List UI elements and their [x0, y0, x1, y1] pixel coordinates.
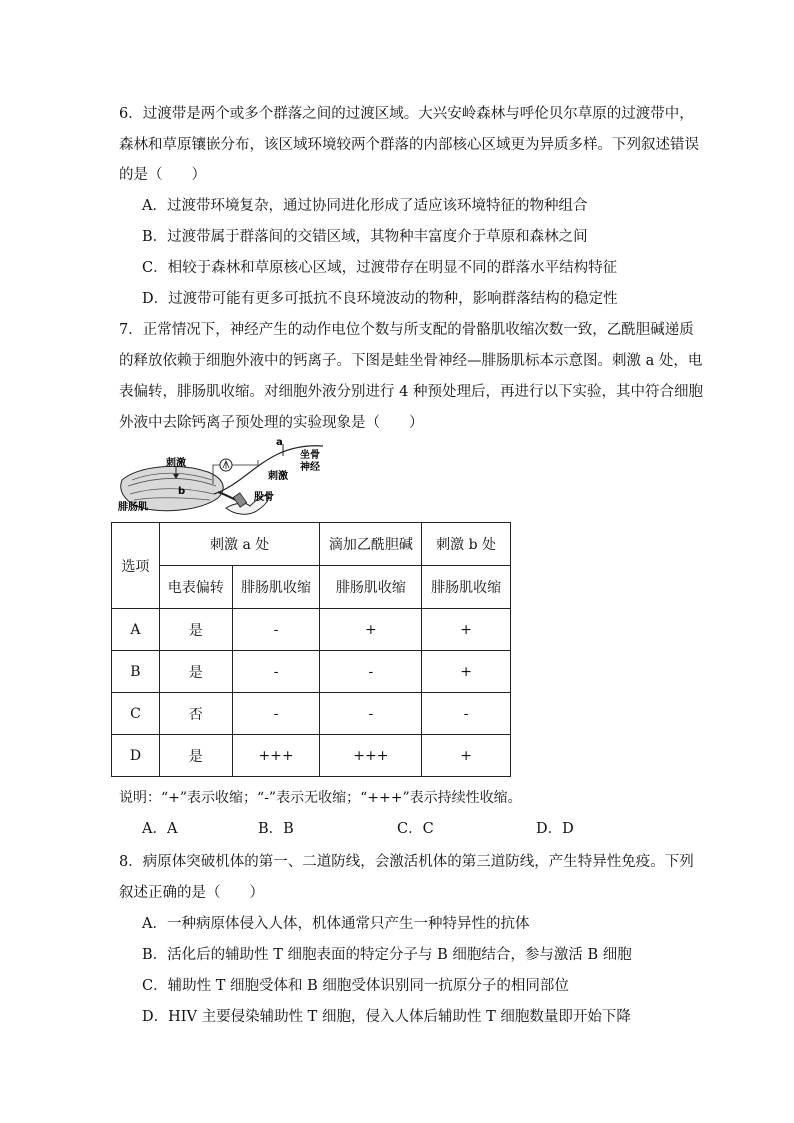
table-cell: -	[320, 693, 422, 735]
nerve-muscle-figure	[118, 436, 333, 522]
label-bone: 股骨	[254, 492, 274, 503]
q6-stem-line-2: 森林和草原镶嵌分布，该区域环境较两个群落的内部核心区域更为异质多样。下列叙述错误	[119, 137, 699, 153]
header-stim-b: 刺激 b 处	[422, 523, 511, 566]
table-cell: +++	[232, 735, 320, 777]
subheader-contraction-ach: 腓肠肌收缩	[320, 566, 422, 609]
table-cell: -	[232, 693, 320, 735]
subheader-contraction-a: 腓肠肌收缩	[232, 566, 320, 609]
q7-stem-line-2: 的释放依赖于细胞外液中的钙离子。下图是蛙坐骨神经—腓肠肌标本示意图。刺激 a 处，电	[119, 353, 703, 369]
label-nerve-1: 坐骨	[300, 450, 320, 461]
header-stim-a: 刺激 a 处	[159, 523, 320, 566]
q6-stem-line-1: 6．过渡带是两个或多个群落之间的过渡区域。大兴安岭森林与呼伦贝尔草原的过渡带中，	[119, 106, 694, 122]
table-cell: +++	[320, 735, 422, 777]
subheader-deflection: 电表偏转	[159, 566, 232, 609]
q7-stem-line-4: 外液中去除钙离子预处理的实验现象是（ ）	[119, 415, 424, 431]
q7-choice-d: D．D	[536, 821, 574, 837]
table-cell: -	[320, 651, 422, 693]
label-stim-b: 刺激	[166, 458, 186, 469]
q8-option-c: C．辅助性 T 细胞受体和 B 细胞受体识别同一抗原分子的相同部位	[142, 978, 569, 994]
table-cell: 否	[159, 693, 232, 735]
subheader-contraction-b: 腓肠肌收缩	[422, 566, 511, 609]
table-row	[112, 693, 511, 735]
q6-option-c: C．相较于森林和草原核心区域，过渡带存在明显不同的群落水平结构特征	[142, 260, 618, 276]
q8-option-b: B．活化后的辅助性 T 细胞表面的特定分子与 B 细胞结合，参与激活 B 细胞	[142, 947, 632, 963]
label-a: a	[276, 437, 283, 448]
label-stim-a: 刺激	[268, 471, 288, 482]
q8-option-a: A．一种病原体侵入人体，机体通常只产生一种特异性的抗体	[142, 916, 530, 932]
q7-choice-a: A．A	[142, 821, 178, 837]
table-cell: B	[112, 651, 160, 693]
q8-option-d: D．HIV 主要侵染辅助性 T 细胞，侵入人体后辅助性 T 细胞数量即开始下降	[142, 1009, 631, 1025]
table-note: 说明：“+”表示收缩；“-”表示无收缩；“+++”表示持续性收缩。	[119, 790, 522, 806]
table-cell: 是	[159, 651, 232, 693]
table-cell: -	[422, 693, 511, 735]
header-ach: 滴加乙酰胆碱	[320, 523, 422, 566]
table-cell: 是	[159, 609, 232, 651]
table-row	[112, 609, 511, 651]
q8-stem-line-1: 8．病原体突破机体的第一、二道防线，会激活机体的第三道防线，产生特异性免疫。下列	[119, 854, 694, 870]
q6-option-b: B．过渡带属于群落间的交错区域，其物种丰富度介于草原和森林之间	[142, 229, 588, 245]
label-muscle: 腓肠肌	[118, 502, 148, 513]
table-cell: A	[112, 609, 160, 651]
table-row	[112, 651, 511, 693]
table-row	[112, 735, 511, 777]
q6-option-a: A．过渡带环境复杂，通过协同进化形成了适应该环境特征的物种组合	[142, 198, 588, 214]
table-cell: -	[232, 651, 320, 693]
q7-choice-c: C．C	[397, 821, 434, 837]
table-cell: 是	[159, 735, 232, 777]
q7-stem-line-1: 7．正常情况下，神经产生的动作电位个数与所支配的骨骼肌收缩次数一致，乙酰胆碱递质	[119, 322, 694, 338]
table-cell: +	[422, 609, 511, 651]
table-cell: C	[112, 693, 160, 735]
label-nerve-2: 神经	[300, 462, 320, 473]
table-cell: +	[320, 609, 422, 651]
header-option: 选项	[112, 523, 160, 609]
table-cell: +	[422, 735, 511, 777]
label-b: b	[178, 486, 186, 497]
table-cell: +	[422, 651, 511, 693]
q8-stem-line-2: 叙述正确的是（ ）	[119, 885, 264, 901]
q6-option-d: D．过渡带可能有更多可抵抗不良环境波动的物种，影响群落结构的稳定性	[142, 291, 618, 307]
table-cell: -	[232, 609, 320, 651]
results-table	[111, 522, 511, 777]
q7-stem-line-3: 表偏转，腓肠肌收缩。对细胞外液分别进行 4 种预处理后，再进行以下实验，其中符合细胞	[119, 384, 703, 400]
table-cell: D	[112, 735, 160, 777]
q6-stem-line-3: 的是（ ）	[119, 167, 206, 183]
q7-choice-b: B．B	[258, 821, 294, 837]
